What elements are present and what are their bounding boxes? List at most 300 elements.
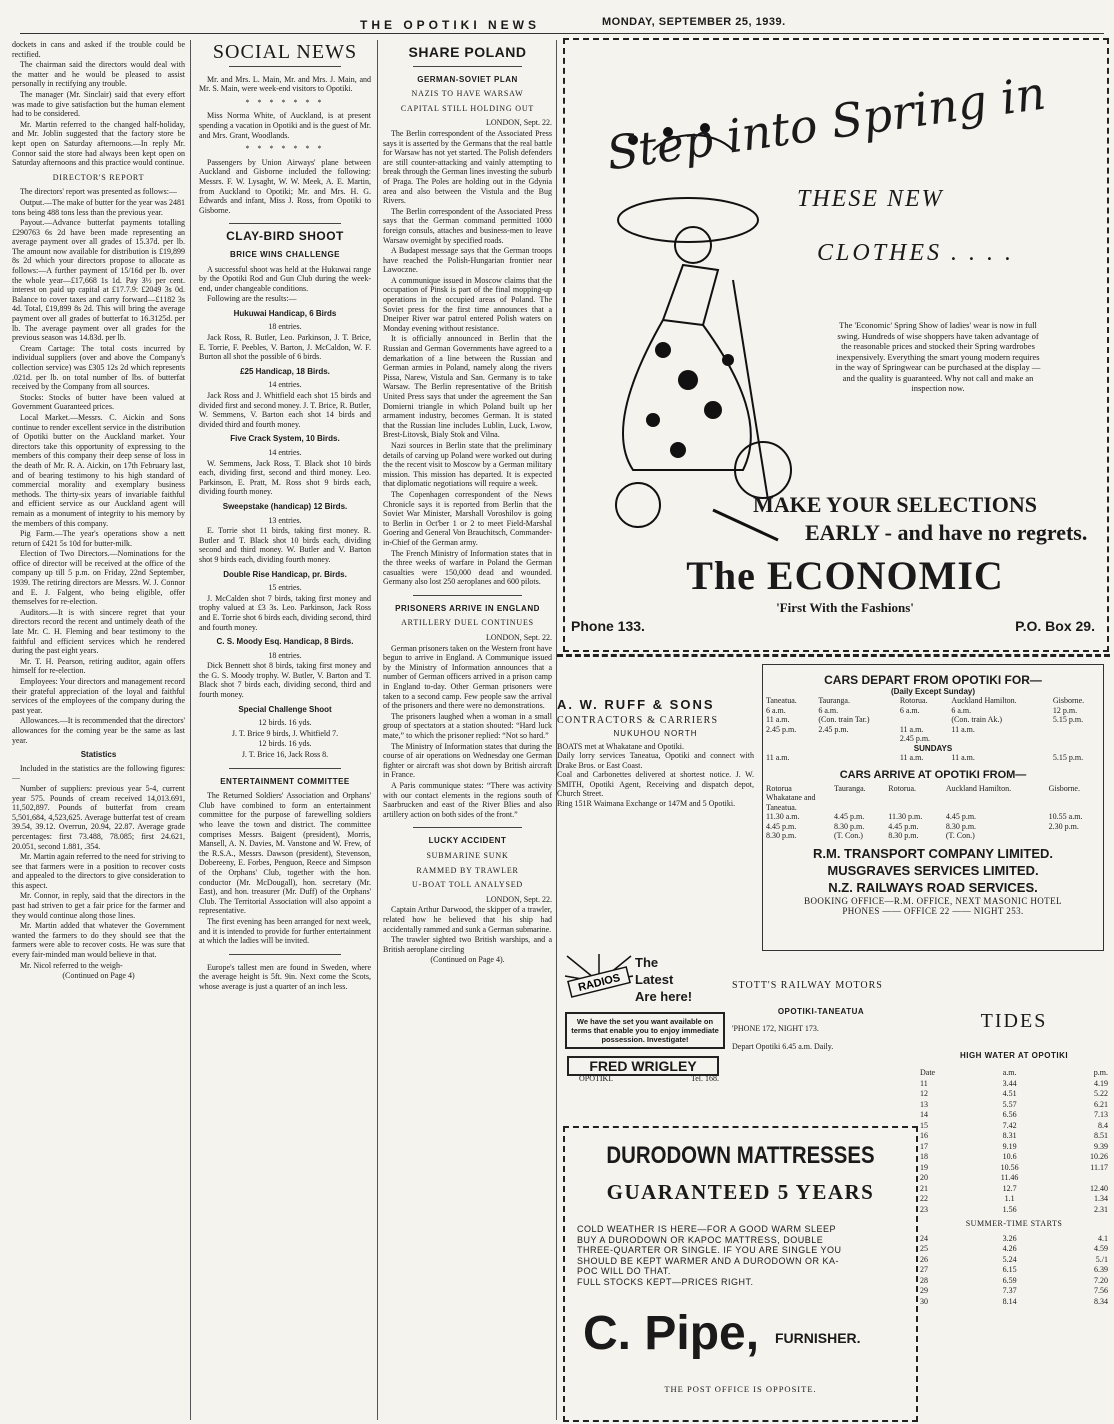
- table-cell: 12: [920, 1089, 928, 1098]
- sundays-label: SUNDAYS: [913, 743, 953, 753]
- table-cell: 7.42: [1002, 1120, 1017, 1130]
- article-heading: ENTERTAINMENT COMMITTEE: [220, 776, 350, 786]
- business-name: C. Pipe,: [583, 1307, 760, 1360]
- table-cell: 4.59: [1094, 1244, 1108, 1253]
- ad-callout: EARLY - and have no regrets.: [805, 520, 1088, 545]
- table-cell: 14: [920, 1110, 928, 1119]
- table-cell: 5.22: [1094, 1089, 1108, 1098]
- deck-line: CAPITAL STILL HOLDING OUT: [400, 103, 535, 113]
- paragraph: The prisoners laughed when a woman in a small group of spectators at a station shouted: “Hard luck mate,” to which the prisoner replied: “Not so hard.”: [383, 711, 552, 740]
- table-cell: 8.51: [1094, 1131, 1108, 1140]
- table-cell: 15: [920, 1120, 928, 1130]
- tide-times: [918, 1068, 1110, 1307]
- table-cell: 7.13: [1094, 1110, 1108, 1119]
- column-header: Rotorua Whakatane and Taneatua.: [766, 783, 816, 812]
- paragraph: W. Semmens, Jack Ross, T. Black shot 10 birds each, dividing first, second and third money. Leo. Parkinson, E. Pratt, M. Ross shot 9 birds each, dividing fourth money.: [199, 458, 371, 497]
- star-divider: * * * * * * *: [245, 144, 325, 154]
- table-cell: 1.34: [1094, 1194, 1108, 1203]
- ad-script-headline: Step into Spring in: [603, 65, 1049, 181]
- divider: [229, 223, 341, 224]
- paragraph: Europe's tallest men are found in Sweden, where the average height is 5ft. 9in. Next come the Scots, whose average is just a quarter of an inch less.: [199, 962, 371, 991]
- table-cell: 6.39: [1094, 1265, 1108, 1274]
- table-cell: 6.59: [1002, 1275, 1017, 1285]
- paragraph: Payout.—Advance butterfat payments totalling £290763 6s 2d have been made representing an average payment over all grades of 15.37d. per lb. The amount now available for distribution is £19,899 8s 2d which your directors propose to allocate as follows:—A further payment of 15/16d per lb. over the whole year—£17,668 1s 1d. Pay 3½ per cent. interest on paid up capital at £17.7.9: £2049 3s 0d. Balance to cover taxes and carry forward—£1182 3s 4d. Total, £19,899 8s 2d. This will bring the average payment over all grades of butterfat to 16.3125d. per lb. The average payment over all grades for the previous season was 14.83d. per lb.: [12, 218, 185, 343]
- entries: 13 entries.: [268, 515, 302, 525]
- divider: [413, 595, 522, 596]
- table-row: [763, 734, 1103, 744]
- table-row: [918, 1131, 1110, 1142]
- paragraph: Mr. T. H. Pearson, retiring auditor, again offers himself for re-election.: [12, 656, 185, 676]
- timetable-heading: CARS DEPART FROM OPOTIKI FOR—: [824, 673, 1042, 687]
- table-row: [918, 1286, 1110, 1297]
- table-row: [918, 1265, 1110, 1276]
- ad-text-line: SHOULD BE KEPT WARMER AND A DURODOWN OR KA-: [577, 1255, 840, 1266]
- table-cell: 17: [920, 1141, 928, 1151]
- business-type: CONTRACTORS & CARRIERS: [557, 714, 719, 726]
- paragraph: J. McCalden shot 7 birds, taking first money and trophy valued at £3 3s. Leo. Parkinson, Jack Ross and E. Torrie shot 6 birds each, dividing second, third and fourth money.: [199, 593, 371, 632]
- deck-line: NAZIS TO HAVE WARSAW: [411, 89, 524, 99]
- company-name: N.Z. RAILWAYS ROAD SERVICES.: [828, 879, 1038, 895]
- article-heading: PRISONERS ARRIVE IN ENGLAND: [395, 603, 540, 613]
- table-cell: [948, 734, 1049, 744]
- paragraph: The Copenhagen correspondent of the News Chronicle says it is reported from Berlin that the Soviet War Minister, Marshall Voroshilov is going to Berlin in Oct'ber 1 or 2 to meet Field-Marshal Goering and General Von Brauchitsch, Commander-in-Chief of the German army.: [383, 489, 552, 547]
- route-name: OPOTIKI-TANEATUA: [777, 1007, 865, 1016]
- paragraph: The Ministry of Information states that during the course of air operations on Wednesday one German fighter or aircraft was shot down by British aircraft in France.: [383, 741, 552, 780]
- issue-date: MONDAY, SEPTEMBER 25, 1939.: [602, 16, 786, 28]
- table-cell: 8.30 p.m.: [834, 821, 865, 831]
- table-cell: 8.34: [1094, 1296, 1108, 1306]
- wrigley-radio-advertisement: [561, 952, 721, 1082]
- table-row: [918, 1276, 1110, 1287]
- table-cell: (Con. train Tar.): [818, 715, 870, 724]
- paragraph: The French Ministry of Information states that in the three weeks of warfare in Poland the German casualties were 150,000 dead and wounded. Germany also lost 250 aeroplanes and 600 pilots.: [383, 548, 552, 587]
- table-cell: [1043, 1173, 1110, 1184]
- table-cell: 4.1: [1098, 1233, 1108, 1243]
- table-cell: 4.51: [1002, 1089, 1017, 1098]
- business-location: NUKUHOU NORTH: [613, 729, 698, 738]
- table-subheading: HIGH WATER AT OPOTIKI: [959, 1051, 1069, 1060]
- paragraph: Mr. and Mrs. L. Main, Mr. and Mrs. J. Main, and Mr. S. Main, were week-end visitors to Opotiki.: [199, 74, 371, 94]
- paragraph: Nazi sources in Berlin state that the preliminary details of carving up Poland were worked out during the the recent visit to Moscow by a German military mission. This mission has departed. It is expected that diplomatic negotiations will require a week.: [383, 440, 552, 489]
- paragraph: Stocks: Stocks of butter have been valued at Government Guaranteed prices.: [12, 392, 185, 412]
- table-cell: 8.30 p.m.: [945, 821, 977, 831]
- booking-phones: PHONES —— OFFICE 22 —— NIGHT 253.: [842, 905, 1024, 916]
- paragraph: Mr. Nicol referred to the weigh-: [20, 960, 123, 970]
- article-heading: CLAY-BIRD SHOOT: [226, 229, 344, 244]
- table-cell: 6.21: [1094, 1099, 1108, 1109]
- divider: [229, 768, 341, 769]
- paragraph: Number of suppliers: previous year 5-4, current year 575. Pounds of cream received 14,013.691, 11,502,897. Pounds of butterfat from cream 5,501,684, 4,523,625. Average butterfat test of cream 39.54, 39.12. Overrun, 20.94, 22.87. Average grade percentages: first 73.488, 78.085; first 24.621, 20.051, second 1.881, .354.: [12, 783, 185, 851]
- table-row: [918, 1194, 1110, 1205]
- divider: [229, 954, 341, 955]
- event-title: Sweepstake (handicap) 12 Birds.: [222, 501, 348, 511]
- ad-text: BOATS met at Whakatane and Opotiki.: [557, 741, 684, 751]
- column-header: Tauranga.: [834, 783, 866, 793]
- store-tagline: 'First With the Fashions': [776, 600, 914, 615]
- masthead-rule: [20, 33, 1104, 34]
- depart-table: [763, 696, 1103, 763]
- summer-time-note: SUMMER-TIME STARTS: [965, 1219, 1063, 1228]
- divider: [229, 66, 341, 67]
- column-header: Rotorua.: [899, 696, 928, 705]
- table-cell: 3.44: [1002, 1078, 1017, 1088]
- ad-text: We have the set you want available on terms that enable you to enjoy immediate possession. Investigate!: [565, 1012, 725, 1049]
- stotts-railway-motors-advertisement: [732, 980, 910, 1052]
- ad-headline: GUARANTEED 5 YEARS: [606, 1180, 875, 1204]
- paragraph: Local Market.—Messrs. C. Aickin and Sons continue to render excellent service in the distribution of Opotiki butter on the Auckland market. Your directors take this opportunity of expressing to the members of this company their deep sense of loss in the death of Mr. R. A. Aickin, on 17th February last, and of bearing testimony to his high standard of commercial morality and exemplary business methods. The thirty-six years of invariable faithful and efficient service as our Auckland agent will remain as a monument of integrity to his memory by the members of this company.: [12, 412, 185, 528]
- table-cell: 2.45 p.m.: [766, 724, 797, 734]
- table-cell: 4.26: [1002, 1244, 1017, 1253]
- table-cell: 19: [920, 1162, 928, 1172]
- table-cell: 5./1: [1095, 1254, 1108, 1264]
- economic-spring-advertisement: [563, 38, 1109, 652]
- article-heading: LUCKY ACCIDENT: [428, 836, 507, 846]
- ad-headline: [635, 954, 692, 1005]
- divider: [413, 827, 522, 828]
- table-cell: 11.46: [1000, 1173, 1019, 1182]
- table-row: [918, 1244, 1110, 1255]
- column-share-poland: [383, 40, 552, 1420]
- radio-banner-icon: [563, 952, 635, 1010]
- table-row: [763, 831, 1103, 841]
- table-cell: 11 a.m.: [951, 753, 975, 762]
- table-cell: 2.45 p.m.: [818, 724, 849, 734]
- column-social-news: [199, 40, 371, 1420]
- table-row: [763, 725, 1103, 735]
- table-cell: 10.56: [1000, 1162, 1019, 1172]
- ad-footer: THE POST OFFICE IS OPPOSITE.: [664, 1384, 817, 1394]
- business-town: OPOTIKI.: [579, 1074, 613, 1083]
- table-cell: 12 p.m.: [1052, 705, 1078, 715]
- table-row: [763, 706, 1103, 716]
- table-cell: 22: [920, 1194, 928, 1203]
- paragraph: Jack Ross and J. Whitfield each shot 15 birds and divided first and second money. J. T. Brice, R. Butler, W. Semmens, V. Barton each shot 14 birds and divided third and fourth money.: [199, 391, 371, 429]
- dateline: LONDON, Sept. 22.: [486, 894, 552, 904]
- paragraph: The first evening has been arranged for next week, and it is intended to provide for further entertainment at which the ladies will be invited.: [199, 916, 371, 946]
- table-cell: 8.14: [1002, 1296, 1017, 1306]
- column-header: Auckland Hamilton.: [951, 696, 1017, 705]
- table-row: [918, 1255, 1110, 1266]
- table-cell: 23: [920, 1204, 928, 1214]
- table-row: [918, 1163, 1110, 1174]
- table-cell: 4.45 p.m.: [766, 821, 797, 831]
- table-cell: 6 a.m.: [951, 705, 972, 715]
- ad-text-line: COLD WEATHER IS HERE—FOR A GOOD WARM SLEEP: [577, 1224, 837, 1234]
- table-cell: 11.30 p.m.: [888, 812, 923, 821]
- subheading: DIRECTOR'S REPORT: [52, 172, 145, 182]
- table-cell: 20: [920, 1173, 928, 1182]
- table-cell: 11 a.m.: [899, 753, 924, 762]
- table-cell: 2.30 p.m.: [1048, 821, 1079, 831]
- radio-banner-text: RADIOS: [577, 971, 622, 994]
- table-row: [763, 822, 1103, 832]
- paragraph: Mr. Martin added that whatever the Government wanted the farmers to do they should see that the farmers were able to recover costs. He was sure that every fair-minded man would believe in that.: [12, 921, 185, 960]
- dateline: LONDON, Sept. 22.: [486, 118, 552, 128]
- paragraph: Jack Ross, R. Butler, Leo. Parkinson, J. T. Brice, E. Torrie, F. Peebles, V. Barton, J. McCaldon, W. F. Burton all shot the possible of 6 birds.: [199, 333, 371, 362]
- table-cell: 11 a.m.: [766, 715, 790, 724]
- table-cell: 24: [920, 1233, 928, 1243]
- table-cell: 18: [920, 1152, 928, 1161]
- table-row: [918, 1142, 1110, 1153]
- table-cell: [897, 715, 949, 725]
- paragraph: Miss Norma White, of Auckland, is at present spending a vacation in Opotiki and is the guest of Mr. and Mrs. Grant, Woodlands.: [199, 111, 371, 140]
- table-cell: 4.45 p.m.: [834, 812, 865, 821]
- table-row: [918, 1089, 1110, 1100]
- ad-headline: THESE NEW: [797, 186, 944, 212]
- table-cell: 29: [920, 1286, 928, 1295]
- table-cell: 11 a.m.: [766, 753, 790, 762]
- paragraph: The Berlin correspondent of the Associated Press says it is asserted by the Germans that the real battle for Warsaw has not yet started. The Polish defenders are still counter-attacking and vainly attempting to break through the German lines investing the suburb of Praga. The Poles are holding out in the Gdynia area and also between the Vistula and the Bug Rivers.: [383, 128, 552, 206]
- table-cell: 26: [920, 1254, 928, 1264]
- table-row: [763, 715, 1103, 725]
- ad-headline-line: Are here!: [635, 989, 693, 1004]
- paragraph: Included in the statistics are the following figures:—: [12, 763, 185, 783]
- entries: 14 entries.: [268, 448, 302, 457]
- table-cell: 2.31: [1094, 1204, 1108, 1214]
- divider: [413, 66, 522, 67]
- table-row: [763, 812, 1103, 822]
- table-cell: 4.45 p.m.: [888, 821, 919, 831]
- event-line: J. T. Brice 9 birds, J. Whitfield 7.: [231, 728, 339, 738]
- event-line: J. T. Brice 16, Jack Ross 8.: [241, 750, 329, 760]
- ad-text-line: POC WILL DO THAT.: [577, 1266, 671, 1276]
- paragraph: It is officially announced in Berlin that the Russian and German Governments have agreed to a demarkation of a line between the Russian and German armies in Poland, namely along the rivers Pissa, Narew, Vistula and San. Germany is to take Warsaw. The Berlin representative of the British United Press says that under the agreement the San Domierni triangle in which Poland built up her armament industry, becomes German. It is stated that the Russian line includes Lublin, Luck, Lwow, Brest-Litovsk, Bialy Stok and Vilna.: [383, 334, 552, 440]
- departure-time: Depart Opotiki 6.45 a.m. Daily.: [732, 1042, 834, 1051]
- column-dairy-company-meeting: [12, 40, 185, 1420]
- table-cell: (T. Con.): [945, 831, 975, 840]
- column-header: p.m.: [1093, 1068, 1108, 1077]
- column-header: Gisborne.: [1048, 783, 1080, 793]
- paragraph: A Budapest message says that the German troops have reached the Polish-Hungarian frontier near Lawoczne.: [383, 246, 552, 275]
- store-name: The ECONOMIC: [686, 553, 1004, 598]
- ad-headline: DURODOWN MATTRESSES: [606, 1142, 875, 1169]
- table-cell: 11 a.m.: [951, 724, 975, 734]
- table-cell: 12.40: [1090, 1183, 1108, 1193]
- paragraph: German prisoners taken on the Western front have begun to arrive in England. A Communique issued by the Ministry of Information announces that a number of German officers arrived in a prison camp in England to-day. Other German prisoners were taken to a second camp. Few people saw the arrival of the prisoners and there were no demonstrations.: [383, 643, 552, 711]
- section-heading: TIDES: [980, 1010, 1048, 1032]
- paragraph: A Paris communique states: “There was activity with our contact elements in the regions south of Saarbrucken and east of the River Blies and also artillery action on both sides of the front.”: [383, 780, 552, 819]
- table-cell: (T. Con.): [834, 831, 863, 840]
- table-cell: 8.30 p.m.: [888, 831, 919, 840]
- column-divider: [377, 40, 378, 1420]
- company-name: MUSGRAVES SERVICES LIMITED.: [827, 862, 1039, 878]
- paragraph: Employees: Your directors and management record their grateful appreciation of the loyal and faithful services of the employees of the company during the past year.: [12, 677, 185, 715]
- table-row: [918, 1152, 1110, 1163]
- paragraph: The directors' report was presented as follows:—: [20, 187, 177, 197]
- table-cell: 11 a.m.: [899, 724, 924, 734]
- dateline: LONDON, Sept. 22.: [486, 633, 552, 643]
- ad-headline-line: The: [635, 955, 659, 970]
- tides-table: [918, 1010, 1110, 1307]
- ad-headline-line: Latest: [635, 972, 674, 987]
- entries: 18 entries.: [268, 322, 302, 332]
- paragraph: Mr. Martin referred to the changed half-holiday, and Mr. Joblin suggested that the factory store be kept open on Saturday afternoons.—In reply Mr. Connor said the store had always been kept open on Saturday afternoons and this practice would continue.: [12, 119, 185, 168]
- paragraph: Election of Two Directors.—Nominations for the office of director will be received at the office of the company up till 5 p.m. on Friday, 22nd September, 1939. The retiring directors are Messrs. W. J. Connor and E. J. Falgent, who being eligible, offer themselves for re-election.: [12, 549, 185, 607]
- masthead: [0, 0, 1114, 34]
- table-cell: 4.19: [1094, 1078, 1108, 1088]
- paragraph: The Returned Soldiers' Association and Orphans' Club have combined to form an entertainment committee for the purpose of farewelling soldiers who leave the town and district. The committee comprises Messrs. Baigent (president), Morris, Mansell, A. N. Davies, M. Vanstone and W. Frew, of the R.S.A., Messrs. Dawson (president), Stevenson, Dobereeny, E. Forbes, Penguon, Reece and Simpson of the Orphans' Club, together with the hon. conductor (Mr. McDougall), hon. secretary (Mr. East), and hon. treasurer (Mr. Duff) of the Orphans' Club. The Territorial Association will also appoint a representative.: [199, 791, 371, 916]
- ad-text: Coal and Carbonettes delivered at shortest notice. J. W. SMITH, Opotiki Agent, Receiving and dispatch depot, Church Street.: [557, 770, 754, 798]
- paragraph: Following are the results:—: [207, 294, 297, 304]
- ad-text-line: THREE-QUARTER OR SINGLE. IF YOU ARE SINGLE YOU: [577, 1245, 842, 1255]
- table-cell: 28: [920, 1275, 928, 1285]
- table-cell: 25: [920, 1244, 928, 1253]
- column-header: a.m.: [1002, 1068, 1017, 1077]
- paragraph: Captain Arthur Darwood, the skipper of a trawler, related how he believed that his ship had accidentally rammed and sunk a German submarine.: [383, 905, 552, 934]
- durodown-mattress-advertisement: [563, 1126, 918, 1422]
- ad-text: Daily lorry services Taneatua, Opotiki and connect with Drake Bros. or East Coast.: [557, 751, 754, 770]
- business-phone: 'PHONE 172, NIGHT 173.: [732, 1024, 819, 1033]
- table-cell: 11: [920, 1078, 928, 1088]
- table-cell: 3.26: [1002, 1233, 1017, 1243]
- table-cell: 27: [920, 1265, 928, 1274]
- table-cell: 7.20: [1094, 1275, 1108, 1285]
- paragraph: A communique issued in Moscow claims that the occupation of Pinsk is part of the final mopping-up operations in the occupied areas of Poland. The Soviet press for the first time announces that a Dneiper River war patrol entered Polish waters on Monday evening without resistance.: [383, 275, 552, 333]
- event-title: Five Crack System, 10 Birds.: [230, 434, 340, 444]
- event-title: Double Rise Handicap, pr. Birds.: [223, 569, 347, 579]
- table-row: [918, 1173, 1110, 1184]
- event-title: C. S. Moody Esq. Handicap, 8 Birds.: [216, 637, 354, 647]
- column-header: Date: [920, 1068, 936, 1077]
- table-cell: 21: [920, 1183, 928, 1193]
- paragraph: Dick Bennett shot 8 birds, taking first money and the G. S. Moody trophy. W. Butler, V. Barton and T. Black shot 7 birds each, dividing second, third and fourth money.: [199, 661, 371, 700]
- deck-line: ARTILLERY DUEL CONTINUES: [401, 618, 534, 628]
- table-cell: 5.24: [1002, 1254, 1017, 1264]
- paragraph: Pig Farm.—The year's operations show a nett return of £421 5s 10d for butter-milk.: [12, 529, 185, 548]
- table-row: [918, 1184, 1110, 1195]
- section-heading: SOCIAL NEWS: [212, 41, 358, 63]
- table-cell: [815, 734, 897, 744]
- table-cell: 10.26: [1090, 1152, 1108, 1161]
- table-row: [918, 1121, 1110, 1132]
- store-po-box: P.O. Box 29.: [1015, 618, 1095, 634]
- table-cell: 10.55 a.m.: [1048, 812, 1083, 821]
- table-cell: 7.56: [1094, 1286, 1108, 1295]
- column-header: Gisborne.: [1052, 696, 1085, 705]
- continued-note: (Continued on Page 4): [62, 971, 135, 981]
- business-name: A. W. RUFF & SONS: [557, 697, 715, 712]
- table-cell: 1.1: [1004, 1194, 1015, 1203]
- subheading: Statistics: [80, 750, 117, 760]
- paragraph: The chairman said the directors would deal with the matter and he would be pleased to assist personally in rectifying any trouble.: [12, 60, 185, 89]
- article-subheading: GERMAN-SOVIET PLAN: [417, 74, 518, 84]
- table-cell: 10.6: [1002, 1152, 1017, 1161]
- paragraph: The trawler sighted two British warships, and a British aeroplane circling: [383, 935, 552, 954]
- table-cell: 6 a.m.: [899, 705, 920, 715]
- ad-callout: MAKE YOUR SELECTIONS: [753, 492, 1038, 517]
- table-cell: 6.15: [1002, 1265, 1017, 1274]
- deck-line: U-BOAT TOLL ANALYSED: [412, 880, 523, 890]
- ad-text: Ring 151R Waimana Exchange or 147M and 5 Opotiki.: [557, 798, 736, 808]
- paragraph: E. Torrie shot 11 birds, taking first money. R. Butler and T. Black shot 10 birds each, dividing second and third money. W. Butler and V. Barton shot 9 birds each, dividing fourth money.: [199, 526, 371, 564]
- event-line: 12 birds. 16 yds.: [258, 718, 312, 728]
- table-cell: [1046, 831, 1103, 841]
- paragraph: Mr. Connor, in reply, said that the directors in the past had striven to get a fair price for the farmer and they would continue along those lines.: [12, 891, 185, 920]
- column-header: Rotorua.: [888, 783, 917, 793]
- event-title: Special Challenge Shoot: [238, 704, 332, 714]
- ad-text: [577, 1224, 907, 1287]
- paragraph: Mr. Martin again referred to the need for striving to see that farmers were in a position to recover costs and appealed to the directors to give consideration to this aspect.: [12, 852, 185, 890]
- star-divider: * * * * * * *: [245, 97, 325, 107]
- table-cell: 5.57: [1002, 1099, 1017, 1109]
- column-divider: [190, 40, 191, 1420]
- table-row: [918, 1100, 1110, 1111]
- ad-body: The 'Economic' Spring Show of ladies' wear is now in full swing. Hundreds of wise shoppers have taken advantage of the reasonable prices and stocked their Spring wardrobes inexpensively. Everything the smart young modern requires in the way of Springwear can be purchased at the display —and the quality is guaranteed. Why not call and make an inspection now.: [835, 320, 1041, 393]
- deck-line: RAMMED BY TRAWLER: [416, 865, 519, 875]
- ad-text-line: FULL STOCKS KEPT—PRICES RIGHT.: [577, 1276, 754, 1287]
- company-name: R.M. TRANSPORT COMPANY LIMITED.: [812, 845, 1054, 861]
- dashed-divider: [557, 654, 1110, 657]
- event-line: 12 birds. 16 yds.: [258, 739, 312, 749]
- event-title: Hukuwai Handicap, 6 Birds: [233, 308, 337, 318]
- business-name: STOTT'S RAILWAY MOTORS: [732, 980, 883, 991]
- table-row: [763, 753, 1103, 763]
- paragraph: Cream Cartage: The total costs incurred by individual suppliers (over and above the Company's collection service) was £305 12s 2d which represents .021d. per lb. on total number of lbs. of butterfat received by the Company from all sources.: [12, 343, 185, 392]
- table-row: [918, 1297, 1110, 1308]
- business-contact: [579, 1074, 719, 1083]
- table-cell: 13: [920, 1099, 928, 1109]
- table-cell: 1.56: [1002, 1204, 1017, 1214]
- table-row: [918, 1205, 1110, 1216]
- paragraph: Output.—The make of butter for the year was 2481 tons being 488 tons less than the previous year.: [12, 197, 185, 217]
- paragraph: The manager (Mr. Sinclair) said that every effort was made to give satisfaction but the human element had to be considered.: [12, 89, 185, 119]
- paragraph: Allowances.—It is recommended that the directors' allowances for the coming year be the same as last year.: [12, 716, 185, 745]
- table-cell: [763, 734, 815, 744]
- store-phone: Phone 133.: [571, 618, 645, 634]
- table-cell: 8.30 p.m.: [766, 831, 797, 840]
- table-row: [918, 1110, 1110, 1121]
- table-cell: 4.45 p.m.: [945, 812, 977, 821]
- table-cell: 8.31: [1002, 1131, 1017, 1140]
- paragraph: A successful shoot was held at the Hukuwai range by the Opotiki Rod and Gun Club during the week-end, under changeable conditions.: [199, 264, 371, 293]
- table-cell: 7.37: [1002, 1286, 1017, 1295]
- ad-headline: CLOTHES . . . .: [817, 240, 1015, 266]
- table-cell: 6 a.m.: [818, 705, 839, 715]
- table-cell: 30: [920, 1296, 928, 1306]
- table-cell: 8.4: [1098, 1120, 1108, 1130]
- table-row: [918, 1079, 1110, 1090]
- table-cell: 5.15 p.m.: [1052, 753, 1084, 762]
- arrive-table: [763, 784, 1103, 841]
- table-cell: [1050, 734, 1103, 744]
- booking-office: BOOKING OFFICE—R.M. OFFICE, NEXT MASONIC HOTEL: [804, 895, 1062, 906]
- table-cell: [815, 753, 897, 763]
- column-header: Taneatua.: [766, 696, 797, 705]
- table-cell: [1050, 725, 1103, 735]
- business-phone: Tel. 168.: [690, 1074, 719, 1083]
- column-header: Auckland Hamilton.: [945, 783, 1012, 793]
- paragraph: Auditors.—It is with sincere regret that your directors record the recent and untimely death of the late Mr. C. H. Fleming and bear testimony to the faithful and efficient services which he rendered during the past eight years.: [12, 607, 185, 656]
- table-cell: 2.45 p.m.: [899, 734, 931, 743]
- table-row: [918, 1234, 1110, 1245]
- entries: 15 entries.: [268, 583, 302, 593]
- business-type: FURNISHER.: [775, 1330, 861, 1346]
- entries: 18 entries.: [268, 650, 302, 660]
- continued-note: (Continued on Page 4).: [430, 955, 505, 965]
- column-header: Tauranga.: [818, 696, 850, 705]
- table-cell: 11.17: [1090, 1162, 1108, 1172]
- ad-text-line: BUY A DURODOWN OR KAPOC MATTRESS, DOUBLE: [577, 1234, 824, 1245]
- table-cell: (Con. train Ak.): [951, 715, 1003, 724]
- timetable-heading: CARS ARRIVE AT OPOTIKI FROM—: [839, 768, 1027, 781]
- article-heading: SHARE POLAND: [408, 44, 527, 60]
- paragraph: Passengers by Union Airways' plane between Auckland and Gisborne included the following: Messrs. F. W. Lysaght, W. W. Meek, A. E. Martin, from Auckland to Opotiki; Mr. and Mrs. H. G. Edwards and infant, Miss J. Ross, from Opotiki to Gisborne.: [199, 157, 371, 215]
- table-cell: 6.56: [1002, 1110, 1017, 1119]
- paragraph: dockets in cans and asked if the trouble could be rectified.: [12, 40, 185, 59]
- table-cell: 9.39: [1094, 1141, 1108, 1151]
- business-name: FRED WRIGLEY: [567, 1056, 719, 1076]
- table-cell: 11.30 a.m.: [766, 812, 800, 821]
